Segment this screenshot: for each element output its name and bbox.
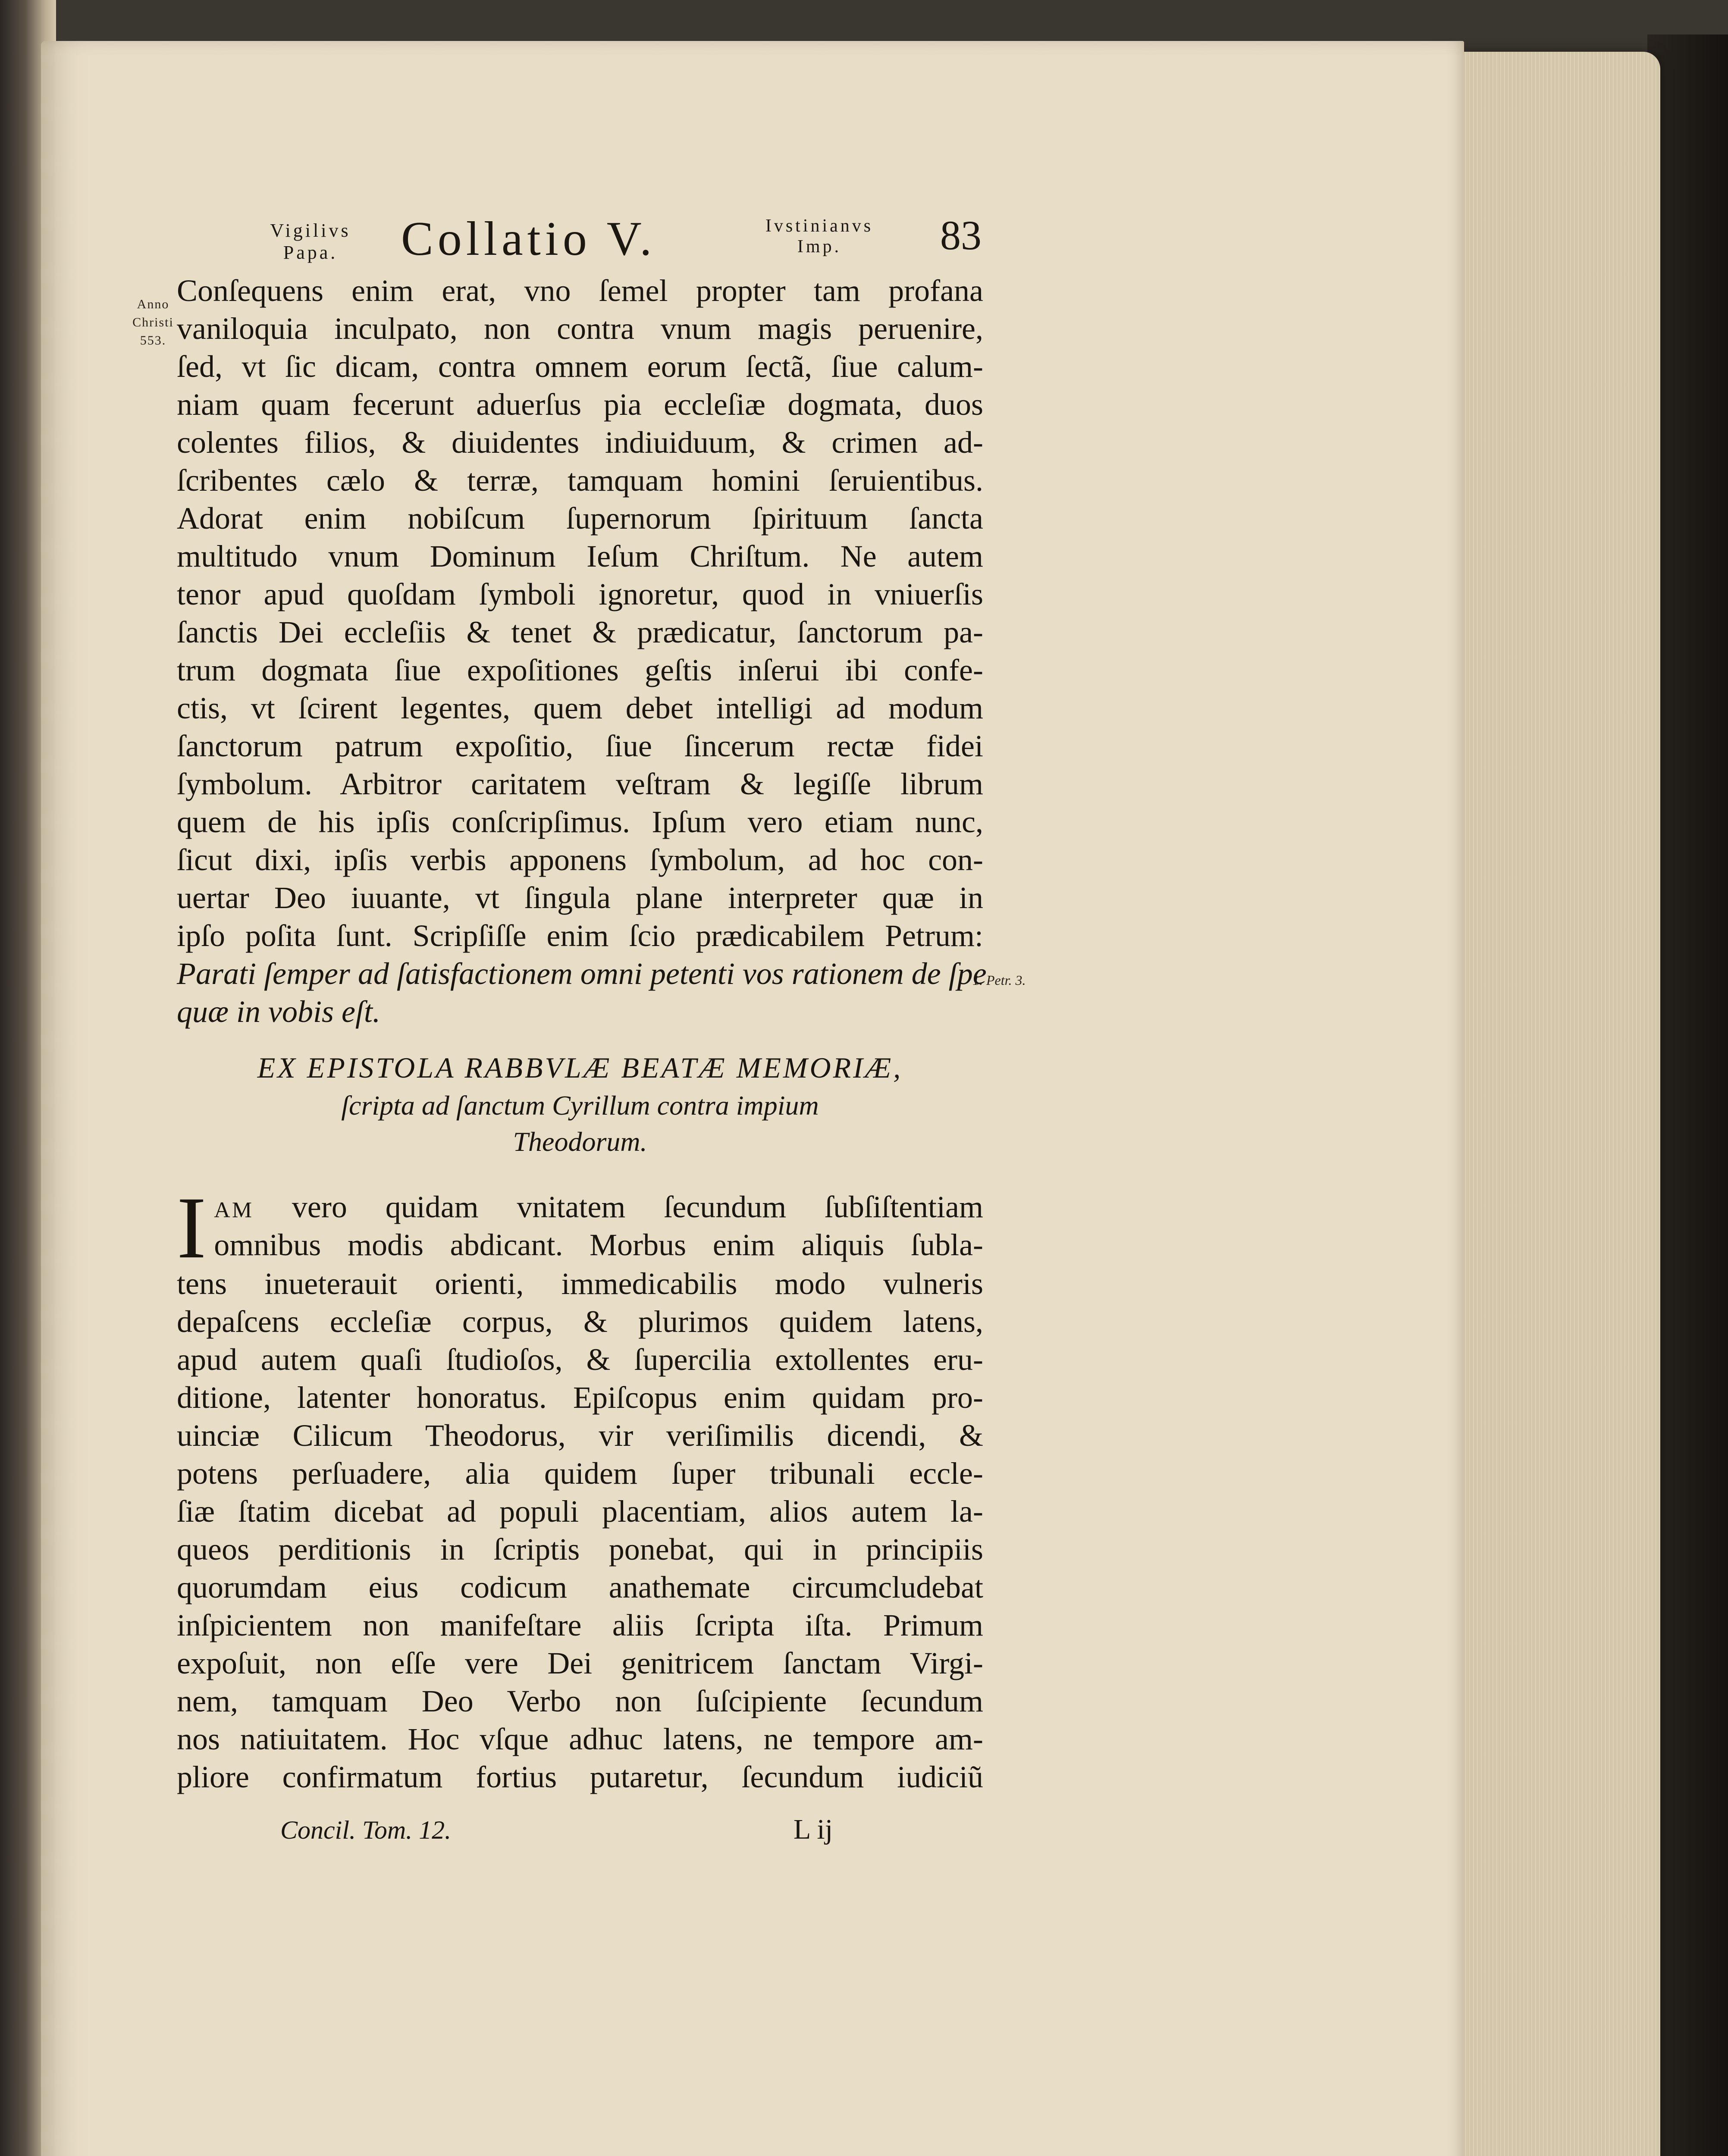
section-heading-subtitle-end: Theodorum. (513, 1126, 647, 1157)
margin-scripture-reference: 1. Petr. 3. (972, 972, 1026, 988)
page-number: 83 (940, 212, 982, 258)
text-line: ſed, vt ſic dicam, contra omnem eorum ſectã, ſiue calum- (177, 349, 983, 384)
margin-year-line2: Christi (132, 315, 174, 329)
text-line: quem de his ipſis conſcripſimus. Ipſum vero etiam nunc, (177, 805, 983, 839)
small-caps-opening: AM (214, 1198, 254, 1222)
margin-year-line3: 553. (140, 333, 166, 348)
running-head-right-line2: Imp. (797, 237, 842, 257)
text-line: trum dogmata ſiue expoſitiones geſtis inſerui ibi confe- (177, 653, 983, 687)
text-line: ſanctis Dei eccleſiis & tenet & prædicatur, ſanctorum pa- (177, 615, 983, 649)
text-line: potens perſuadere, alia quidem ſuper tribunali eccle- (177, 1456, 983, 1491)
text-line: multitudo vnum Dominum Ieſum Chriſtum. Ne autem (177, 539, 983, 573)
text-line: nos natiuitatem. Hoc vſque adhuc latens, ne tempore am- (177, 1722, 983, 1756)
running-head-title: Collatio V. (401, 212, 656, 266)
italic-quote-line: quæ in vobis eſt. (177, 994, 380, 1029)
text-line: ſcribentes cælo & terræ, tamquam homini ſeruientibus. (177, 463, 983, 498)
text-line: uertar Deo iuuante, vt ſingula plane interpreter quæ in (177, 881, 983, 915)
text-line: ſiæ ſtatim dicebat ad populi placentiam, alios autem la- (177, 1494, 983, 1529)
running-head-left-line2: Papa. (283, 241, 338, 263)
text-line: ſymbolum. Arbitror caritatem veſtram & legiſſe librum (177, 767, 983, 801)
text-line: Conſequens enim erat, vno ſemel propter tam profana (177, 273, 983, 308)
text-line: ipſo poſita ſunt. Scripſiſſe enim ſcio prædicabilem Petrum: (177, 918, 983, 953)
first-line-text: vero quidam vnitatem ſecundum ſubſiſtentiam (292, 1190, 983, 1224)
text-line: apud autem quaſi ſtudioſos, & ſupercilia extollentes eru- (177, 1342, 983, 1377)
gathering-signature: L ij (793, 1814, 833, 1845)
text-line: colentes filios, & diuidentes indiuiduum, & crimen ad- (177, 425, 983, 460)
section-heading-title: EX EPISTOLA RABBVLÆ BEATÆ MEMORIÆ, (257, 1051, 903, 1084)
paragraph-2 (177, 1179, 983, 1796)
section-heading (177, 1048, 983, 1160)
section-heading-subtitle: ſcripta ad ſanctum Cyrillum contra impium (341, 1090, 819, 1121)
margin-year-note (125, 295, 181, 350)
text-line: ditione, latenter honoratus. Epiſcopus enim quidam pro- (177, 1380, 983, 1415)
paragraph-1 (177, 272, 987, 1031)
text-line: ſanctorum patrum expoſitio, ſiue ſincerum rectæ fidei (177, 729, 983, 763)
running-head-left (246, 220, 375, 263)
text-line: ſicut dixi, ipſis verbis apponens ſymbolum, ad hoc con- (177, 843, 983, 877)
text-line: nem, tamquam Deo Verbo non ſuſcipiente ſecundum (177, 1684, 983, 1718)
volume-signature: Concil. Tom. 12. (280, 1816, 452, 1844)
running-head-left-line1: Vigilivs (270, 220, 351, 241)
running-head-right-line1: Ivstinianvs (765, 216, 874, 236)
page-edges (1436, 52, 1660, 2156)
drop-capital: I (177, 1179, 207, 1277)
text-line: expoſuit, non eſſe vere Dei genitricem ſanctam Virgi- (177, 1646, 983, 1680)
text-line: niam quam fecerunt aduerſus pia eccleſiæ dogmata, duos (177, 387, 983, 422)
text-line-first (177, 1188, 983, 1226)
text-line: depaſcens eccleſiæ corpus, & plurimos quidem latens, (177, 1304, 983, 1339)
italic-quote-line: Parati ſemper ad ſatisfactionem omni petenti vos rationem de ſpe (177, 956, 987, 991)
running-head-right (729, 216, 910, 257)
text-line: Adorat enim nobiſcum ſupernorum ſpirituum ſancta (177, 501, 983, 536)
text-line: vaniloquia inculpato, non contra vnum magis peruenire, (177, 311, 983, 346)
text-line: queos perditionis in ſcriptis ponebat, qui in principiis (177, 1532, 983, 1567)
text-line: inſpicientem non manifeſtare aliis ſcripta iſta. Primum (177, 1608, 983, 1642)
text-line: tenor apud quoſdam ſymboli ignoretur, quod in vniuerſis (177, 577, 983, 611)
margin-year-line1: Anno (137, 297, 169, 311)
text-line: tens inueterauit orienti, immedicabilis modo vulneris (177, 1266, 983, 1301)
text-line: ctis, vt ſcirent legentes, quem debet intelligi ad modum (177, 691, 983, 725)
text-line-second: omnibus modis abdicant. Morbus enim aliquis ſubla- (214, 1228, 983, 1262)
text-line: quorumdam eius codicum anathemate circumcludebat (177, 1570, 983, 1604)
text-line: uinciæ Cilicum Theodorus, vir veriſimilis dicendi, & (177, 1418, 983, 1453)
text-line: pliore confirmatum fortius putaretur, ſecundum iudiciũ (177, 1760, 983, 1794)
